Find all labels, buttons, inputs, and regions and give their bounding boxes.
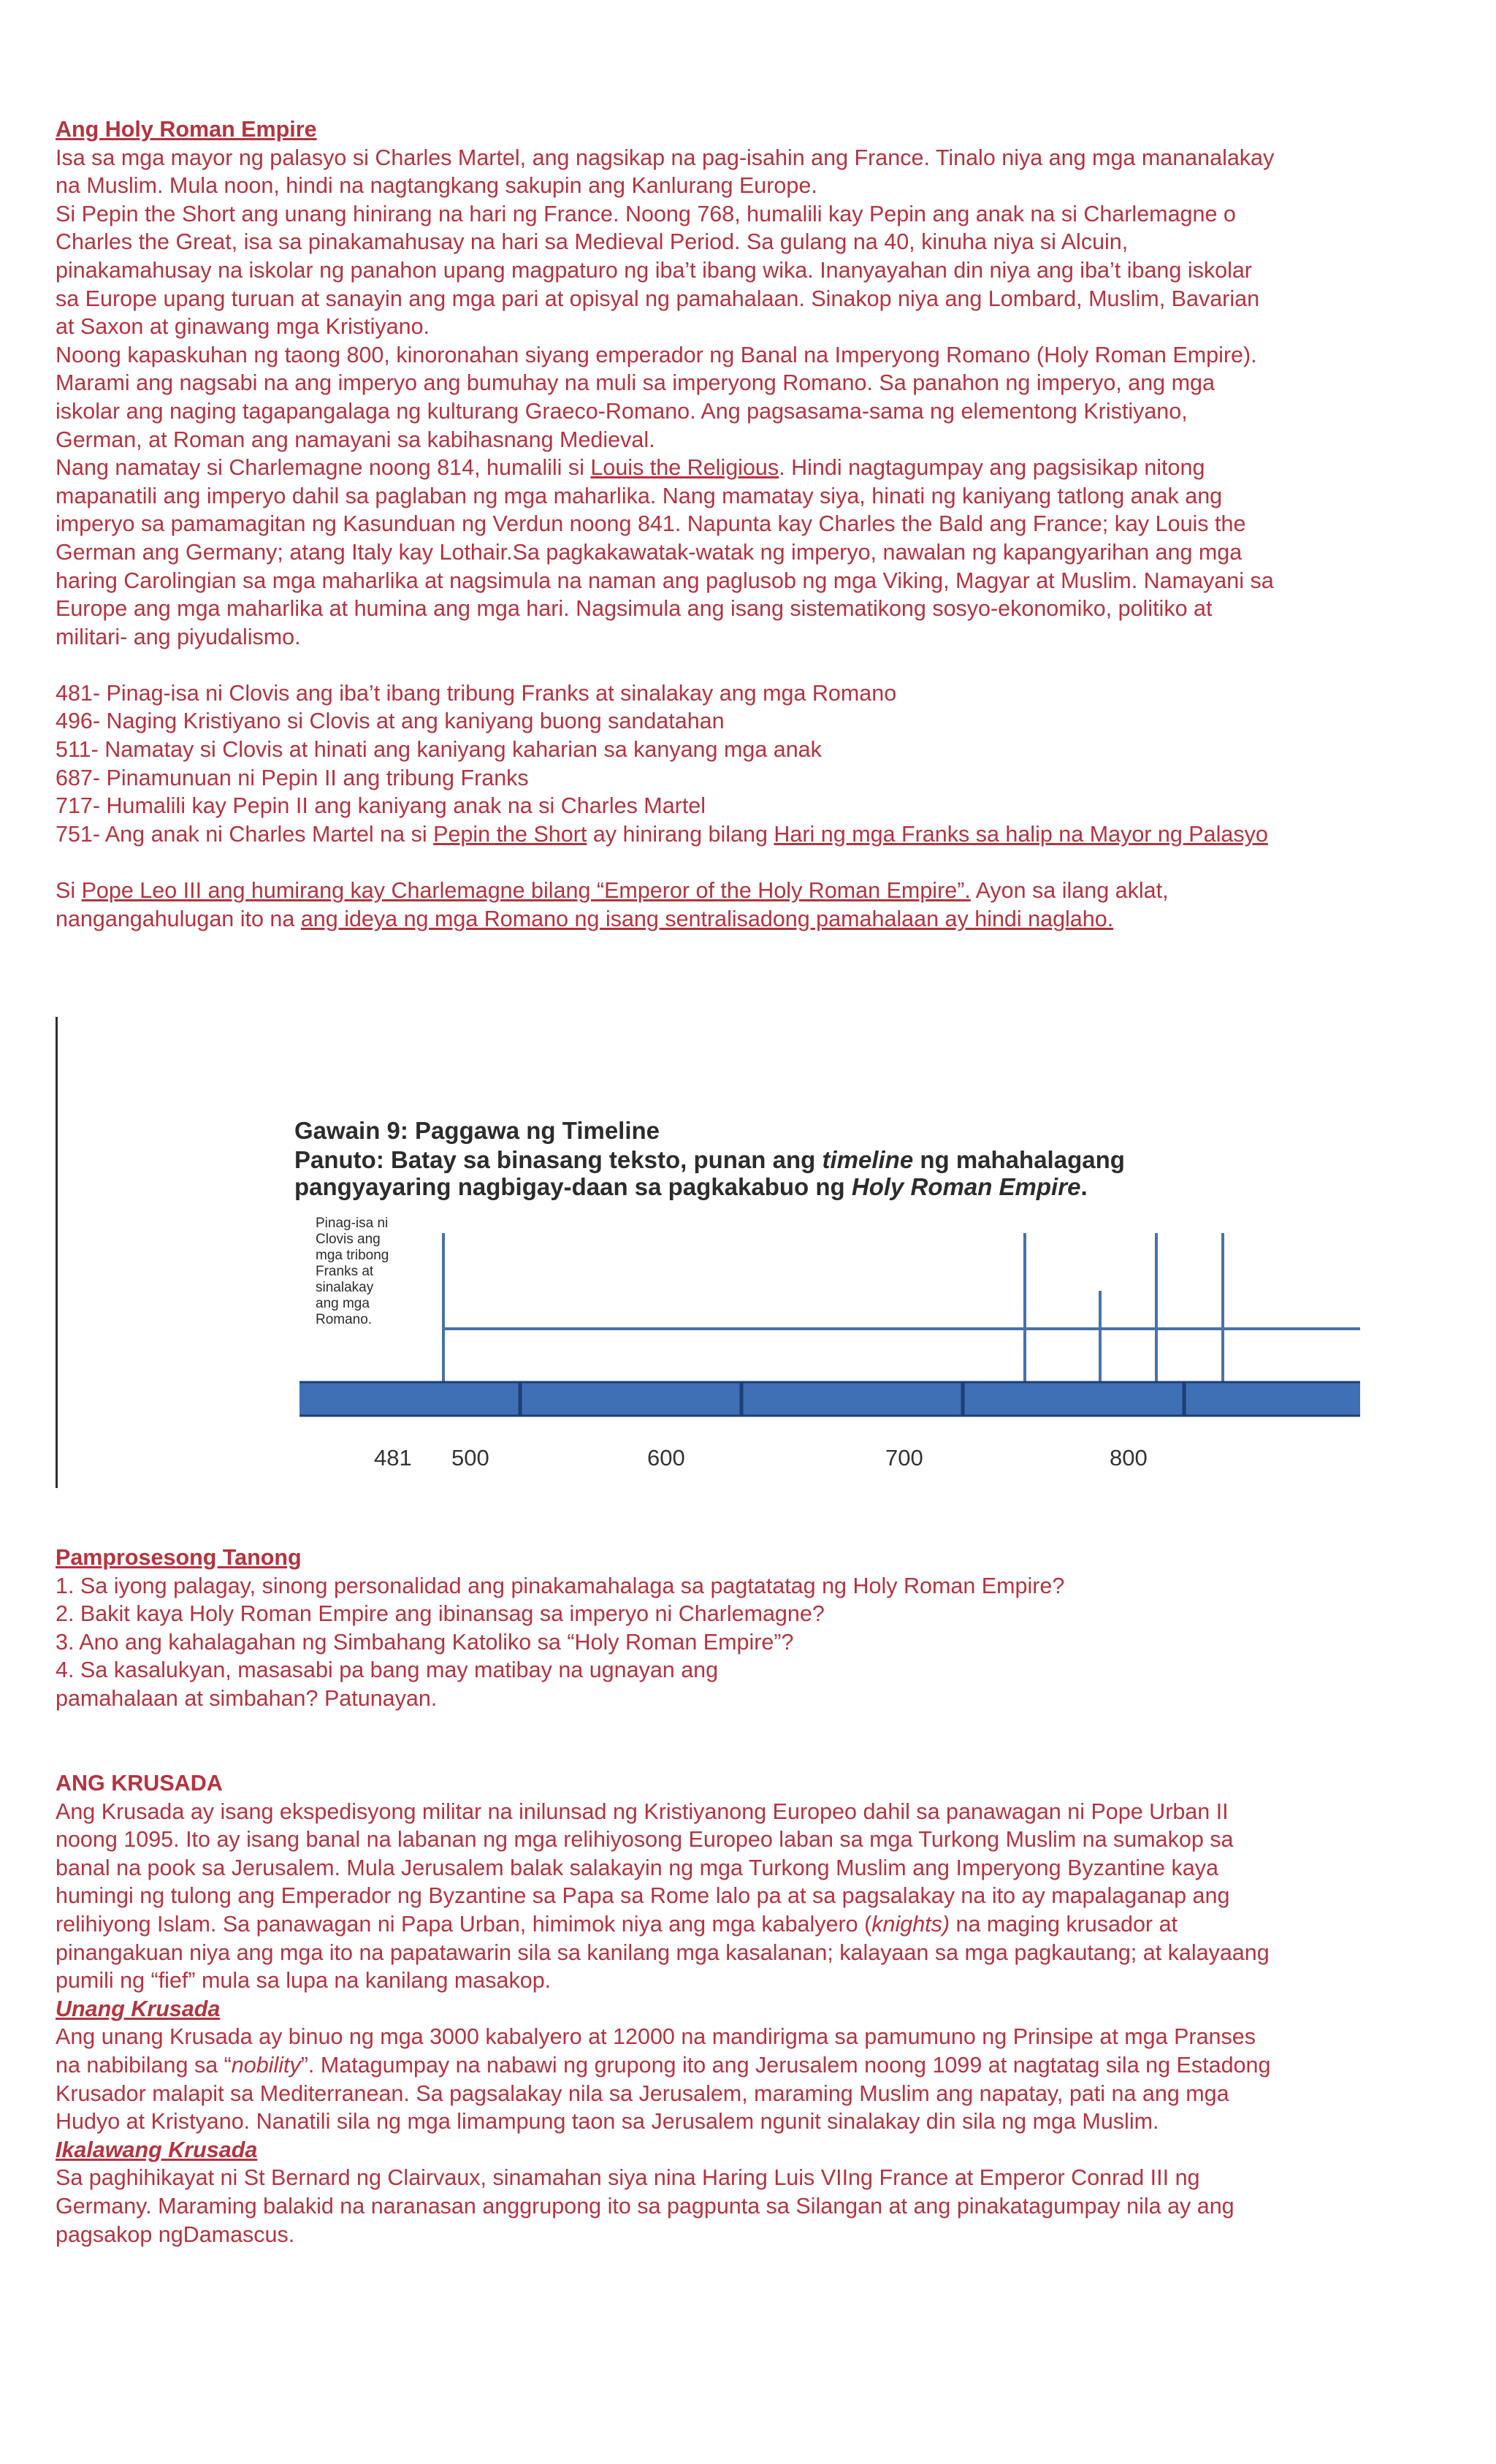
paragraph-line xyxy=(56,1910,1443,1939)
paragraph-line xyxy=(56,454,1443,482)
text-span: Ayon sa ilang aklat, xyxy=(970,878,1169,904)
text-span: pangyayaring nagbigay-daan sa pagkakabuo ng xyxy=(294,1173,852,1200)
timeline-bar xyxy=(299,1382,1360,1416)
question: pamahalaan at simbahan? Patunayan. xyxy=(56,1685,438,1711)
paragraph-line xyxy=(56,905,1443,934)
label-line: Clovis ang xyxy=(316,1232,381,1247)
italic-text: knights) xyxy=(871,1911,950,1937)
paragraph-line: haring Carolingian sa mga maharlika at nagsimula na naman ang paglusob ng mga Viking, Magyar at Muslim. Namayani sa xyxy=(56,568,1274,593)
year-label: 600 xyxy=(647,1445,685,1471)
text-span: 751- Ang anak ni Charles Martel na si xyxy=(56,821,434,847)
timeline-entry: 717- Humalili kay Pepin II ang kaniyang anak na si Charles Martel xyxy=(56,793,706,819)
year-label: 800 xyxy=(1110,1445,1148,1471)
text-span: Holy Roman Empire xyxy=(851,1173,1081,1200)
paragraph-line: pinakamahusay na iskolar ng panahon upang magpaturo ng iba’t ibang wika. Inanyayahan din niya ang iba’t ibang iskolar xyxy=(56,257,1252,283)
paragraph-line: Marami ang nagsabi na ang imperyo ang bumuhay na muli sa imperyong Romano. Sa panahon ng imperyo, ang mga xyxy=(56,370,1215,396)
text-span: . xyxy=(1080,1173,1088,1200)
paragraph-line: Germany. Maraming balakid na naranasan anggrupong ito sa pagpunta sa Silangan at ang pinakatagumpay nila ay ang xyxy=(56,2193,1234,2219)
text-span: nangangahulugan ito na xyxy=(56,906,301,931)
text-span: na maging krusador at xyxy=(950,1911,1178,1937)
paragraph-line: Isa sa mga mayor ng palasyo si Charles Martel, ang nagsikap na pag-isahin ang France. Tinalo niya ang mga mananalakay xyxy=(56,145,1275,170)
label-line: Pinag-isa ni xyxy=(316,1216,389,1231)
label-line: mga tribong xyxy=(316,1248,389,1263)
paragraph-line: Noong kapaskuhan ng taong 800, kinoronahan siyang emperador ng Banal na Imperyong Romano (Holy Roman Empire). xyxy=(56,342,1257,367)
year-label: 700 xyxy=(885,1445,923,1471)
label-line: sinalakay xyxy=(316,1280,374,1295)
italic-text: nobility xyxy=(231,2052,301,2078)
label-line: Franks at xyxy=(316,1264,374,1279)
text-span: Panuto: Batay sa binasang teksto, punan ang xyxy=(294,1146,823,1173)
paragraph-line: Ang Krusada ay isang ekspedisyong militar na inilunsad ng Kristiyanong Europeo dahil sa panawagan ni Pope Urban II xyxy=(56,1799,1229,1824)
text-span: timeline xyxy=(822,1146,914,1173)
text-span: . Hindi nagtagumpay ang pagsisikap nitong xyxy=(779,455,1205,481)
paragraph-line: Krusador malapit sa Mediterranean. Sa pagsalakay nila sa Jerusalem, maraming Muslim ang napatay, pati na ang mga xyxy=(56,2080,1229,2106)
paragraph-line: humingi ng tulong ang Emperador ng Byzantine sa Papa sa Rome lalo pa at sa pagsalakay na ito ay mapalaganap ang xyxy=(56,1883,1230,1909)
section-heading: Ang Holy Roman Empire xyxy=(56,117,317,142)
paragraph-line: at Saxon at ginawang mga Kristiyano. xyxy=(56,314,430,340)
louis-the-religious-link[interactable]: Louis the Religious xyxy=(590,455,779,481)
underlined-text: Hari ng mga Franks sa halip na Mayor ng Palasyo xyxy=(774,821,1268,847)
paragraph-line: pagsakop ngDamascus. xyxy=(56,2221,295,2247)
holy-roman-empire-section xyxy=(56,115,1443,933)
text-span: ay hinirang bilang xyxy=(587,821,774,847)
timeline-entry: 481- Pinag-isa ni Clovis ang iba’t ibang tribung Franks at sinalakay ang mga Romano xyxy=(56,680,897,706)
label-line: Romano. xyxy=(316,1312,373,1327)
question: 4. Sa kasalukyan, masasabi pa bang may matibay na ugnayan ang xyxy=(56,1658,719,1683)
paragraph-line: Ang unang Krusada ay binuo ng mga 3000 kabalyero at 12000 na mandirigma sa pamumuno ng Prinsipe at mga Pranses xyxy=(56,2024,1256,2050)
text-span: Si xyxy=(56,878,82,904)
timeline-entry xyxy=(56,820,1443,849)
paragraph-line: German ang Germany; atang Italy kay Lothair.Sa pagkakawatak-watak ng imperyo, nawalan ng kapangyarihan ang mga xyxy=(56,539,1243,565)
paragraph-line: Si Pepin the Short ang unang hinirang na hari ng France. Noong 768, humalili kay Pepin ang anak na si Charlemagne o xyxy=(56,201,1236,226)
underlined-text: Pope Leo III ang humirang kay Charlemagne bilang “Emperor of the Holy Roman Empire”. xyxy=(81,878,971,904)
text-span: ”. Matagumpay na nabawi ng grupong ito ang Jerusalem noong 1099 at nagtatag sila ng Estadong xyxy=(300,2052,1271,2078)
paragraph-line: German, at Roman ang namayani sa kabihasnang Medieval. xyxy=(56,427,655,452)
subheading: Ikalawang Krusada xyxy=(56,2137,258,2162)
paragraph-line: Hudyo at Kristyano. Nanatili sila ng mga limampung taon sa Jerusalem ngunit sinalakay din sila ng mga Muslim. xyxy=(56,2109,1159,2135)
question: 2. Bakit kaya Holy Roman Empire ang ibinansag sa imperyo ni Charlemagne? xyxy=(56,1601,825,1627)
paragraph-line: iskolar ang naging tagapangalaga ng kulturang Graeco-Romano. Ang pagsasama-sama ng elementong Kristiyano, xyxy=(56,398,1188,424)
section-heading: ANG KRUSADA xyxy=(56,1771,223,1796)
figure-title: Gawain 9: Paggawa ng Timeline xyxy=(294,1117,660,1144)
label-line: ang mga xyxy=(316,1296,370,1311)
text-span: Nang namatay si Charlemagne noong 814, humalili si xyxy=(56,455,591,481)
timeline-entry: 496- Naging Kristiyano si Clovis at ang kaniyang buong sandatahan xyxy=(56,709,725,734)
text-span: ng mahahalagang xyxy=(913,1146,1125,1173)
underlined-text: ang ideya ng mga Romano ng isang sentralisadong pamahalaan ay hindi naglaho. xyxy=(300,906,1114,931)
paragraph-line: imperyo sa pamamagitan ng Kasunduan ng Verdun noong 841. Napunta kay Charles the Bald ang France; kay Louis the xyxy=(56,511,1246,537)
question: 3. Ano ang kahalagahan ng Simbahang Katoliko sa “Holy Roman Empire”? xyxy=(56,1629,794,1655)
timeline-entry: 511- Namatay si Clovis at hinati ang kaniyang kaharian sa kanyang mga anak xyxy=(56,737,822,763)
paragraph-line: Sa paghihikayat ni St Bernard ng Clairvaux, sinamahan siya nina Haring Luis VIIng France at Emperor Conrad III ng xyxy=(56,2165,1200,2191)
text-span: relihiyong Islam. Sa panawagan ni Papa Urban, himimok niya ang mga kabalyero ( xyxy=(56,1911,872,1937)
paragraph-line: Charles the Great, isa sa pinakamahusay na hari sa Medieval Period. Sa gulang na 40, kinuha niya si Alcuin, xyxy=(56,229,1129,255)
paragraph-line xyxy=(56,877,1443,905)
paragraph-line: pinangakuan niya ang mga ito na papatawarin sila sa kanilang mga kasalanan; kalayaan sa mga pagkautang; at kalayaang xyxy=(56,1939,1270,1965)
krusada-section xyxy=(56,1769,1443,2249)
year-label: 500 xyxy=(451,1445,489,1471)
paragraph-line: na Muslim. Mula noon, hindi na nagtangkang sakupin ang Kanlurang Europe. xyxy=(56,173,817,199)
paragraph-line: sa Europe upang turuan at sanayin ang mga pari at opisyal ng pamahalaan. Sinakop niya ang Lombard, Muslim, Bavarian xyxy=(56,286,1260,311)
timeline-graphic xyxy=(56,1017,1370,1488)
paragraph-line: Europe ang mga maharlika at humina ang mga hari. Nagsimula ang isang sistematikong sosyo-ekonomiko, politiko at xyxy=(56,596,1213,622)
paragraph-line: noong 1095. Ito ay isang banal na labanan ng mga relihiyosong Europeo laban sa mga Turkong Muslim na sumakop sa xyxy=(56,1827,1234,1853)
text-span: na nabibilang sa “ xyxy=(56,2052,232,2078)
year-label: 481 xyxy=(374,1445,412,1471)
underlined-text: Pepin the Short xyxy=(433,821,587,847)
timeline-activity-figure xyxy=(56,1017,1370,1488)
section-heading: Pamprosesong Tanong xyxy=(56,1545,302,1570)
question: 1. Sa iyong palagay, sinong personalidad ang pinakamahalaga sa pagtatatag ng Holy Roman Empire? xyxy=(56,1573,1065,1598)
subheading: Unang Krusada xyxy=(56,1996,221,2021)
paragraph-line: banal na pook sa Jerusalem. Mula Jerusalem balak salakayin ng mga Turkong Muslim ang Imperyong Byzantine kaya xyxy=(56,1855,1218,1880)
paragraph-line: mapanatili ang imperyo dahil sa paglaban ng mga maharlika. Nang mamatay siya, hinati ng kaniyang tatlong anak ang xyxy=(56,483,1223,508)
paragraph-line: militari- ang piyudalismo. xyxy=(56,624,301,649)
paragraph-line xyxy=(56,2051,1443,2080)
paragraph-line: pumili ng “fief” mula sa lupa na kanilang masakop. xyxy=(56,1968,552,1994)
processing-questions-section xyxy=(56,1544,1443,1713)
timeline-entry: 687- Pinamunuan ni Pepin II ang tribung Franks xyxy=(56,765,529,790)
